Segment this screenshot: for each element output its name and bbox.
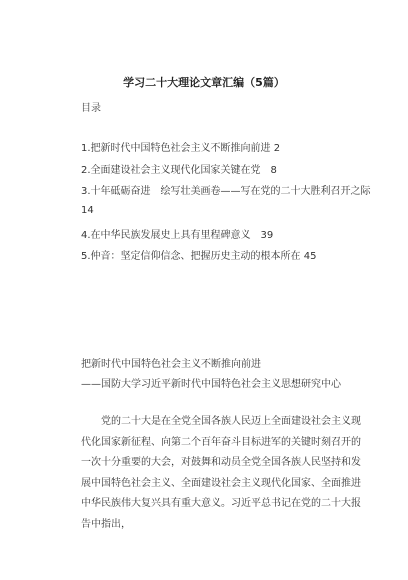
toc-heading: 目录 (81, 103, 101, 114)
section-title: 把新时代中国特色社会主义不断推向前进 (81, 359, 261, 370)
toc-item[interactable]: 5.仲音：坚定信仰信念、把握历史主动的根本所在 45 (81, 251, 317, 262)
section-byline: ——国防大学习近平新时代中国特色社会主义思想研究中心 (81, 379, 341, 390)
document-title: 学习二十大理论文章汇编（5篇） (123, 76, 285, 89)
toc-item[interactable]: 3.十年砥砺奋进 绘写壮美画卷——写在党的二十大胜利召开之际 14 (81, 186, 381, 216)
toc-item[interactable]: 1.把新时代中国特色社会主义不断推向前进 2 (81, 143, 281, 154)
toc-item[interactable]: 2.全面建设社会主义现代化国家关键在党 8 (81, 165, 277, 176)
body-paragraph: 党的二十大是在全党全国各族人民迈上全面建设社会主义现代化国家新征程、向第二个百年奋斗目标进军的关键时刻召开的一次十分重要的大会，对鼓舞和动员全党全国各族人民坚持和发展中国特色社会主义、全面建设社会主义现代化国家、全面推进中华民族伟大复兴具有重大意义。习近平总书记在党的二十大报告中指出， (81, 416, 361, 530)
toc-item[interactable]: 4.在中华民族发展史上具有里程碑意义 39 (81, 230, 274, 241)
